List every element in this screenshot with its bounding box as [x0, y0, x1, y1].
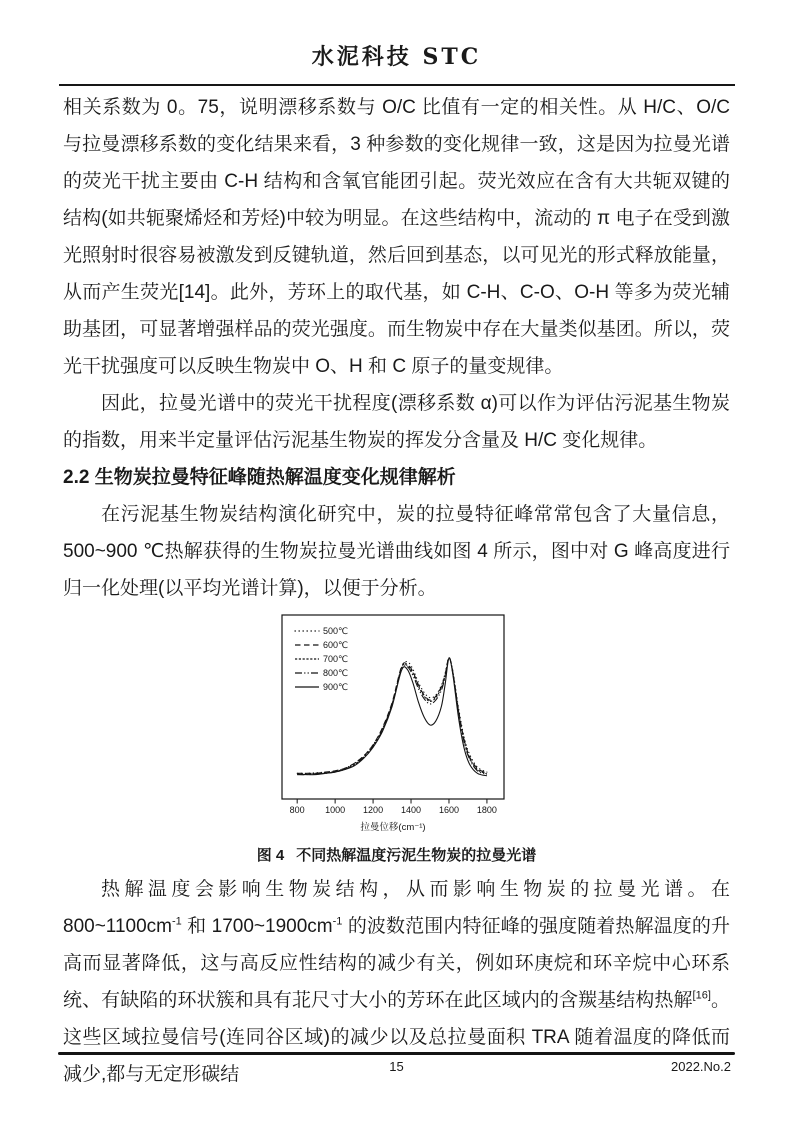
x-tick-label: 1000	[324, 805, 345, 815]
issue-number: 2022.No.2	[671, 1059, 731, 1074]
footer-rule	[58, 1052, 735, 1055]
text-run: 和 1700~1900cm	[181, 916, 333, 937]
x-tick-label: 800	[289, 805, 305, 815]
plot-frame	[282, 615, 504, 799]
page-content	[63, 89, 730, 1093]
figure-caption-text: 不同热解温度污泥生物炭的拉曼光谱	[296, 847, 537, 864]
legend-label-600℃: 600℃	[322, 640, 348, 651]
text-run: 的波数范围内特征峰的强度随着热解温度的升高而显著降低，这与高反应性结构的减少有关，例如环庚烷和环辛烷中心环系统、有缺陷的环状簇和具有苝尺寸大小的芳环在此区域内的含羰基结构热解	[63, 916, 730, 1011]
figure-caption	[63, 845, 730, 866]
legend-label-500℃: 500℃	[322, 626, 348, 637]
legend-label-900℃: 900℃	[322, 682, 348, 693]
section-heading-2-2: 2.2 生物炭拉曼特征峰随热解温度变化规律解析	[63, 467, 456, 488]
figure-caption-label: 图 4	[256, 847, 285, 864]
header-rule	[59, 84, 735, 86]
paragraph-raman-peaks-intro: 在污泥基生物炭结构演化研究中，炭的拉曼特征峰常常包含了大量信息，500~900 ℃热解获得的生物炭拉曼光谱曲线如图 4 所示，图中对 G 峰高度进行归一化处理(以平均光谱计算)，以便于分析。	[63, 504, 730, 599]
legend-label-800℃: 800℃	[322, 668, 348, 679]
paragraph-drift-coefficient: 因此，拉曼光谱中的荧光干扰程度(漂移系数 α)可以作为评估污泥基生物炭的指数，用来半定量评估污泥基生物炭的挥发分含量及 H/C 变化规律。	[63, 393, 730, 451]
superscript: -1	[332, 915, 343, 928]
text-run: 。这些区域拉曼信号(连同谷区域)的减少以及总拉曼面积 TRA 随着温度的降低而减少,都与无定形碳结	[63, 990, 730, 1085]
superscript: -1	[171, 915, 182, 928]
x-axis-label: 拉曼位移(cm⁻¹)	[359, 822, 426, 833]
figure-4	[63, 610, 730, 845]
page-number: 15	[389, 1059, 404, 1074]
raman-spectra-chart	[274, 610, 520, 840]
text-run: 热解温度会影响生物炭结构，从而影响生物炭的拉曼光谱。在 800~1100cm	[63, 879, 730, 937]
legend-label-700℃: 700℃	[322, 654, 348, 665]
x-tick-label: 1800	[476, 805, 497, 815]
citation-superscript: [16]	[692, 989, 711, 1002]
x-tick-label: 1400	[400, 805, 421, 815]
x-tick-label: 1200	[362, 805, 383, 815]
paragraph-fluorescence: 相关系数为 0。75，说明漂移系数与 O/C 比值有一定的相关性。从 H/C、O/C 与拉曼漂移系数的变化结果来看，3 种参数的变化规律一致，这是因为拉曼光谱的荧光干扰主要由 C-H 结构和含氧官能团引起。荧光效应在含有大共轭双键的结构(如共轭聚烯烃和芳烃)中较为明显。在这些结构中，流动的 π 电子在受到激光照射时很容易被激发到反键轨道，然后回到基态，以可见光的形式释放能量，从而产生荧光[14]。此外，芳环上的取代基，如 C-H、C-O、O-H 等多为荧光辅助基团，可显著增强样品的荧光强度。而生物炭中存在大量类似基团。所以，荧光干扰强度可以反映生物炭中 O、H 和 C 原子的量变规律。	[63, 97, 730, 377]
x-tick-label: 1600	[438, 805, 459, 815]
journal-header-title: 水泥科技 STC	[311, 44, 482, 70]
